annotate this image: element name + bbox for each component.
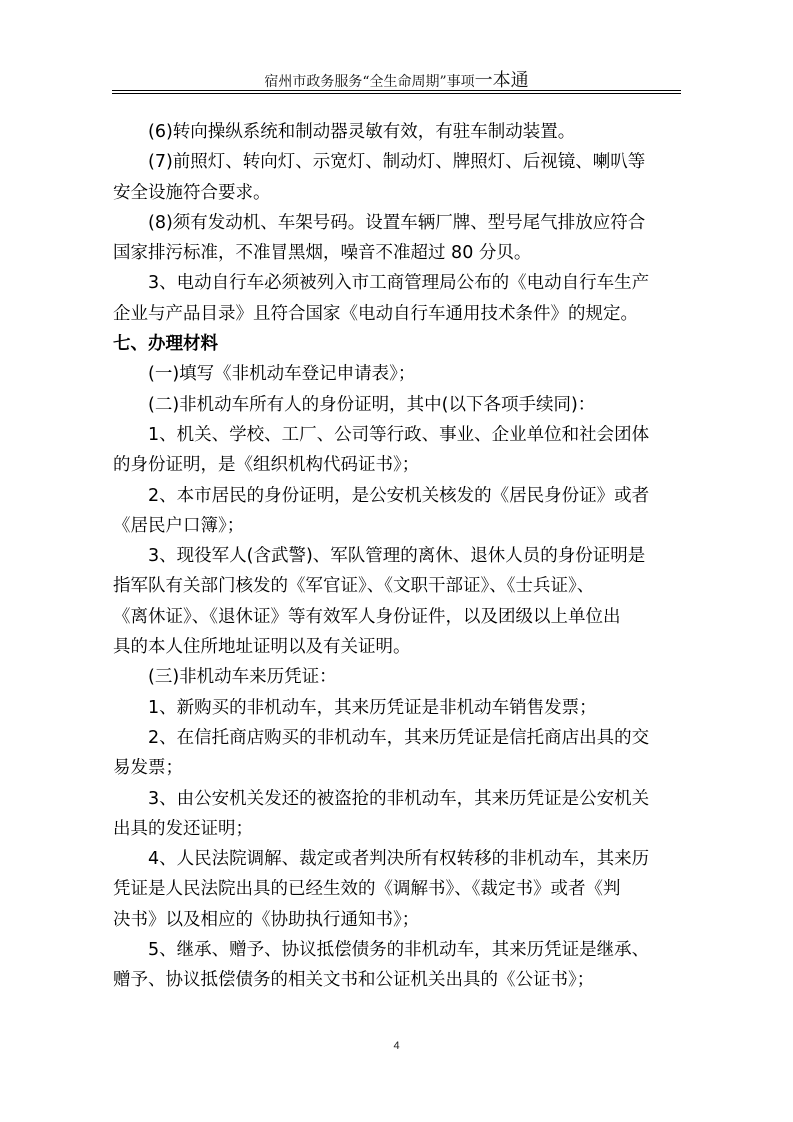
paragraph-line: (6)转向操纵系统和制动器灵敏有效，有驻车制动装置。 [148,122,576,142]
paragraph-line: 5、继承、赠予、协议抵偿债务的非机动车，其来历凭证是继承、 [148,940,650,961]
paragraph-line: (8)须有发动机、车架号码。设置车辆厂牌、型号尾气排放应符合 [148,212,646,233]
paragraph-line: (7)前照灯、转向灯、示宽灯、制动灯、牌照灯、后视镜、喇叭等 [148,152,646,173]
paragraph-line: 1、新购买的非机动车，其来历凭证是非机动车销售发票； [148,697,597,718]
paragraph-line: 4、人民法院调解、裁定或者判决所有权转移的非机动车，其来历 [148,849,650,870]
paragraph-line: (一)填写《非机动车登记申请表》； [148,364,416,385]
paragraph-line: 《离休证》、《退休证》等有效军人身份证件，以及团级以上单位出 [113,606,621,627]
running-header [0,66,793,92]
paragraph-line: 3、由公安机关发还的被盗抢的非机动车，其来历凭证是公安机关 [148,788,650,809]
paragraph-line: 安全设施符合要求。 [113,182,271,203]
paragraph-line: 2、本市居民的身份证明，是公安机关核发的《居民身份证》或者 [148,485,650,506]
paragraph-line: 具的本人住所地址证明以及有关证明。 [113,637,411,658]
section-heading: 七、办理材料 [113,334,218,355]
paragraph-line: 指军队有关部门核发的《军官证》、《文职干部证》、《士兵证》、 [113,576,595,597]
paragraph-line: 决书》以及相应的《协助执行通知书》； [113,909,420,930]
paragraph-line: 易发票； [113,758,183,779]
paragraph-line: 的身份证明，是《组织机构代码证书》； [113,455,420,476]
document-body [113,117,683,996]
paragraph-line: 出具的发还证明； [113,818,253,839]
paragraph-line: 企业与产品目录》且符合国家《电动自行车通用技术条件》的规定。 [113,303,638,324]
page-number: 4 [393,1040,400,1052]
header-rule-bottom [112,93,681,94]
paragraph-line: 3、电动自行车必须被列入市工商管理局公布的《电动自行车生产 [148,273,650,294]
paragraph-line: 1、机关、学校、工厂、公司等行政、事业、企业单位和社会团体 [148,424,650,445]
paragraph-line: 3、现役军人(含武警)、军队管理的离休、退休人员的身份证明是 [148,546,646,567]
header-rule-top [112,90,681,91]
paragraph-line: (二)非机动车所有人的身份证明，其中(以下各项手续同)： [148,394,596,415]
header-title-suffix: 一本通 [474,70,529,91]
header-title-prefix: 宿州市政务服务“全生命周期”事项 [264,74,475,90]
paragraph-line: 国家排污标准，不准冒黑烟，噪音不准超过 80 分贝。 [113,243,532,264]
paragraph-line: 《居民户口簿》； [113,515,245,536]
paragraph-line: (三)非机动车来历凭证： [148,667,337,688]
paragraph-line: 赠予、协议抵偿债务的相关文书和公证机关出具的《公证书》； [113,970,595,991]
paragraph-line: 2、在信托商店购买的非机动车，其来历凭证是信托商店出具的交 [148,727,650,748]
paragraph-line: 凭证是人民法院出具的已经生效的《调解书》、《裁定书》或者《判 [113,879,621,900]
